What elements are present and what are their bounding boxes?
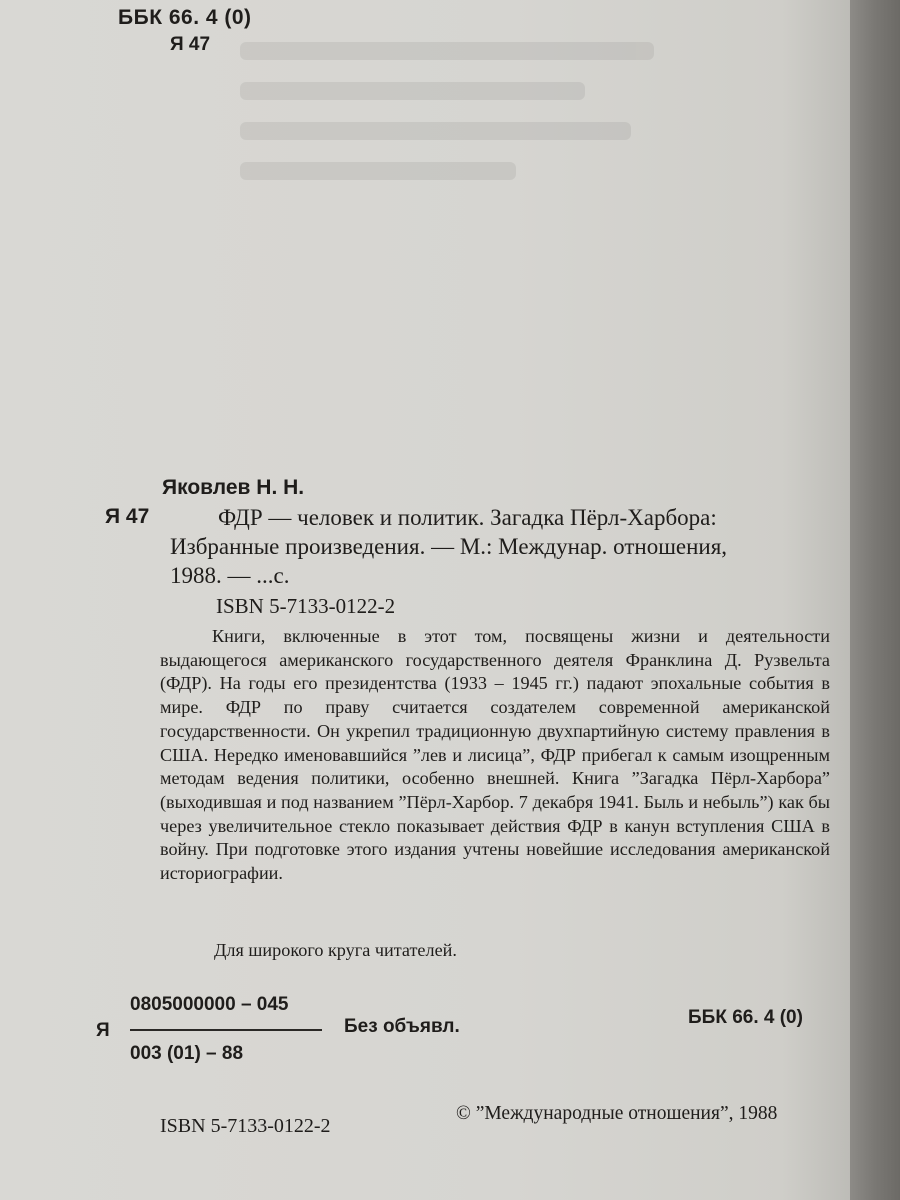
annotation-paragraph: Книги, включенные в этот том, посвящены жизни и деятельности выдающегося американского государственного деятеля Франклина Д. Рузвельта (ФДР). На годы его президентства (1933 – 1945 гг.) падают эпохальные события в мире. ФДР по праву считается создателем современной американской государственности. Он укрепил традиционную двухпартийную систему правления в США. Нередко именовавшийся ”лев и лисица”, ФДР прибегал к самым изощренным методам ведения политики, особенно внешней. Книга ”Загадка Пёрл-Харбора” (выходившая и под названием ”Пёрл-Харбор. 7 декабря 1941. Быль и небыль”) как бы через увеличительное стекло показывает действия ФДР в канун вступления США в войну. При подготовке этого издания учтены новейшие исследования американской историографии. — [160, 626, 830, 884]
adjacent-page-edge — [850, 0, 900, 1200]
copyright-line: © ”Международные отношения”, 1988 — [456, 1103, 778, 1124]
code-numerator: 0805000000 – 045 — [130, 994, 289, 1015]
annotation-readers: Для широкого круга читателей. — [214, 940, 457, 960]
card-title-line-2: Избранные произведения. — М.: Междунар. отношения, — [170, 534, 728, 559]
header-author-sign: Я 47 — [170, 34, 211, 55]
code-letter: Я — [96, 1020, 110, 1041]
footer-classification: ББК 66. 4 (0) — [688, 1007, 803, 1028]
no-ad-note: Без объявл. — [344, 1016, 460, 1037]
footer-isbn: ISBN 5-7133-0122-2 — [160, 1115, 331, 1137]
bleed-through-text — [240, 20, 700, 220]
card-title-line-1: ФДР — человек и политик. Загадка Пёрл-Харбора: — [218, 505, 717, 530]
code-fraction-line — [130, 1029, 322, 1031]
code-denominator: 003 (01) – 88 — [130, 1043, 244, 1064]
card-author: Яковлев Н. Н. — [162, 476, 305, 499]
annotation-text — [160, 625, 830, 886]
card-author-sign: Я 47 — [105, 505, 150, 528]
header-classification: ББК 66. 4 (0) — [118, 6, 252, 29]
card-isbn: ISBN 5-7133-0122-2 — [216, 594, 396, 618]
card-title-line-3: 1988. — ...с. — [170, 563, 290, 588]
